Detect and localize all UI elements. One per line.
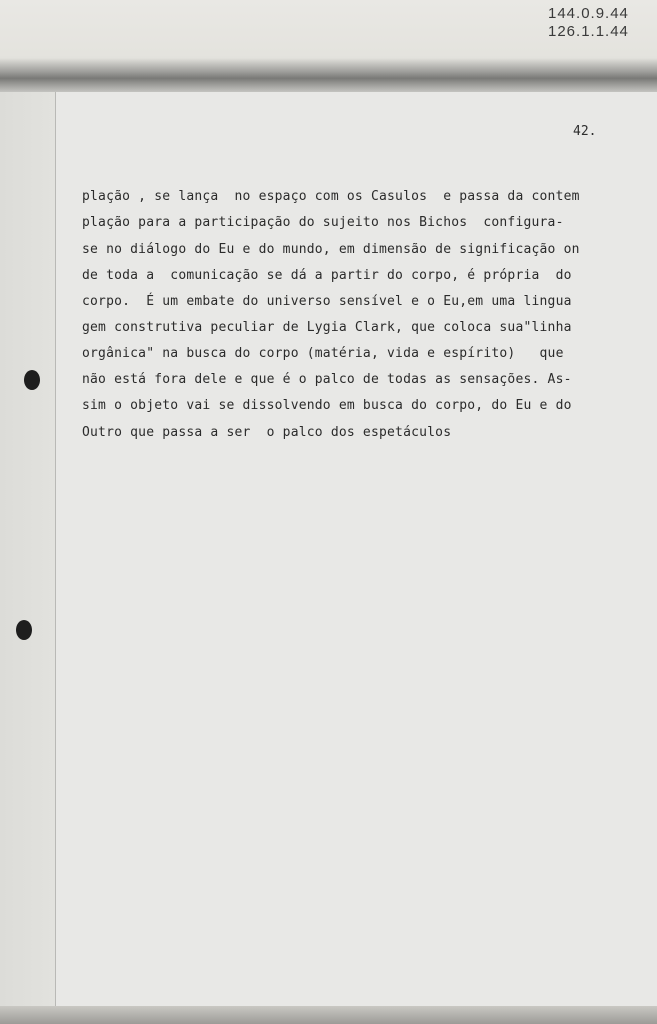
archive-code-line-2: 126.1.1.44 <box>548 23 629 40</box>
scan-shadow-band <box>0 58 657 92</box>
paragraph-line: Outro que passa a ser o palco dos espetáculos <box>82 425 452 440</box>
paragraph-line: plação , se lança no espaço com os Casulos e passa da contem <box>82 189 580 204</box>
page-left-margin <box>0 92 55 1024</box>
scan-bottom-strip <box>0 1006 657 1024</box>
paragraph-line: de toda a comunicação se dá a partir do corpo, é própria do <box>82 268 572 283</box>
binder-hole <box>24 370 40 390</box>
paragraph-line: sim o objeto vai se dissolvendo em busca do corpo, do Eu e do <box>82 398 572 413</box>
paragraph-line: gem construtiva peculiar de Lygia Clark, que coloca sua"linha <box>82 320 572 335</box>
page-number: 42. <box>573 124 597 139</box>
binder-hole <box>16 620 32 640</box>
paragraph-line: plação para a participação do sujeito nos Bichos configura- <box>82 215 564 230</box>
paragraph-line: não está fora dele e que é o palco de todas as sensações. As- <box>82 372 572 387</box>
paragraph-line: se no diálogo do Eu e do mundo, em dimensão de significação on <box>82 242 580 257</box>
paragraph-line: orgânica" na busca do corpo (matéria, vida e espírito) que <box>82 346 564 361</box>
archive-code-line-1: 144.0.9.44 <box>548 5 629 22</box>
paragraph-line: corpo. É um embate do universo sensível e o Eu,em uma lingua <box>82 294 572 309</box>
